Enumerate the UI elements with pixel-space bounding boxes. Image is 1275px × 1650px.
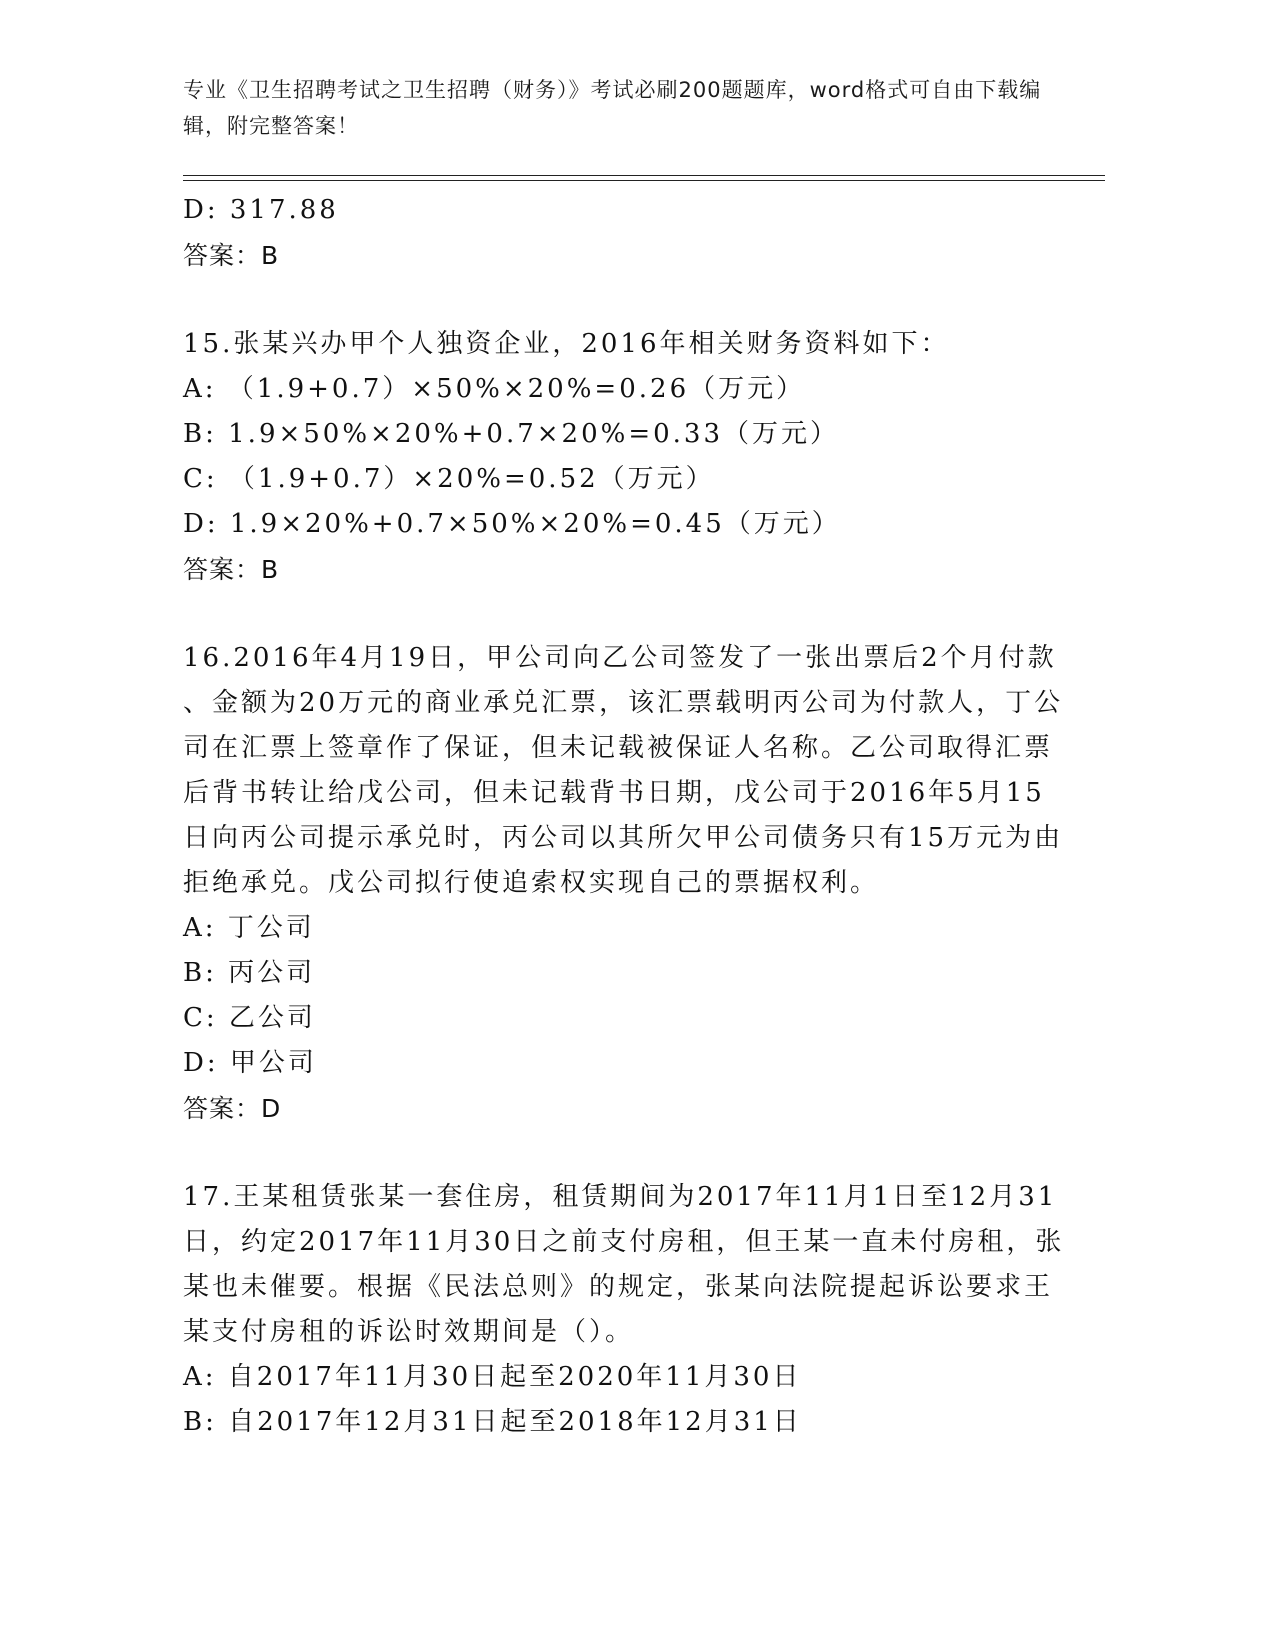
spacer bbox=[183, 278, 1063, 322]
question-stem: 15.张某兴办甲个人独资企业，2016年相关财务资料如下： bbox=[183, 329, 950, 359]
question-16 bbox=[183, 636, 1063, 1131]
answer: 答案：B bbox=[183, 555, 280, 584]
header-rule-thin bbox=[183, 175, 1105, 176]
option-d: D: 甲公司 bbox=[183, 1048, 317, 1078]
option-d: D: 1.9×20%+0.7×50%×20%=0.45（万元） bbox=[183, 509, 841, 539]
question-15 bbox=[183, 322, 1063, 592]
option-c: C: （1.9+0.7）×20%=0.52（万元） bbox=[183, 464, 715, 494]
option-b: B: 1.9×50%×20%+0.7×20%=0.33（万元） bbox=[183, 419, 840, 449]
prev-answer: 答案：B bbox=[183, 241, 280, 270]
question-stem-line: 、金额为20万元的商业承兑汇票，该汇票载明丙公司为付款人，丁公 bbox=[183, 688, 1064, 718]
spacer bbox=[183, 592, 1063, 636]
answer: 答案：D bbox=[183, 1094, 282, 1123]
question-stem-line: 某也未催要。根据《民法总则》的规定，张某向法院提起诉讼要求王 bbox=[183, 1272, 1054, 1302]
question-stem-line: 司在汇票上签章作了保证，但未记载被保证人名称。乙公司取得汇票 bbox=[183, 733, 1054, 763]
question-stem-line: 17.王某租赁张某一套住房，租赁期间为2017年11月1日至12月31 bbox=[183, 1182, 1058, 1212]
option-c: C: 乙公司 bbox=[183, 1003, 316, 1033]
question-stem-line: 日向丙公司提示承兑时，丙公司以其所欠甲公司债务只有15万元为由 bbox=[183, 823, 1064, 853]
header-text: 专业《卫生招聘考试之卫生招聘（财务）》考试必刷200题题库，word格式可自由下载编辑，附完整答案！ bbox=[183, 78, 1042, 138]
question-stem-line: 16.2016年4月19日，甲公司向乙公司签发了一张出票后2个月付款 bbox=[183, 643, 1057, 673]
option-a: A: 自2017年11月30日起至2020年11月30日 bbox=[183, 1362, 802, 1392]
option-b: B: 自2017年12月31日起至2018年12月31日 bbox=[183, 1407, 802, 1437]
option-b: B: 丙公司 bbox=[183, 958, 316, 988]
question-17 bbox=[183, 1175, 1063, 1445]
page-header bbox=[183, 72, 1063, 144]
option-a: A: （1.9+0.7）×50%×20%=0.26（万元） bbox=[183, 374, 806, 404]
header-rule-thick bbox=[183, 180, 1105, 181]
prev-option-d: D: 317.88 bbox=[183, 195, 339, 225]
question-stem-line: 日，约定2017年11月30日之前支付房租，但王某一直未付房租，张 bbox=[183, 1227, 1065, 1257]
document-body bbox=[183, 188, 1063, 1445]
question-stem-line: 某支付房租的诉讼时效期间是（）。 bbox=[183, 1317, 635, 1347]
question-stem-line: 拒绝承兑。戊公司拟行使追索权实现自己的票据权利。 bbox=[183, 868, 880, 898]
option-a: A: 丁公司 bbox=[183, 913, 315, 943]
question-stem-line: 后背书转让给戊公司，但未记载背书日期，戊公司于2016年5月15 bbox=[183, 778, 1045, 808]
spacer bbox=[183, 1131, 1063, 1175]
